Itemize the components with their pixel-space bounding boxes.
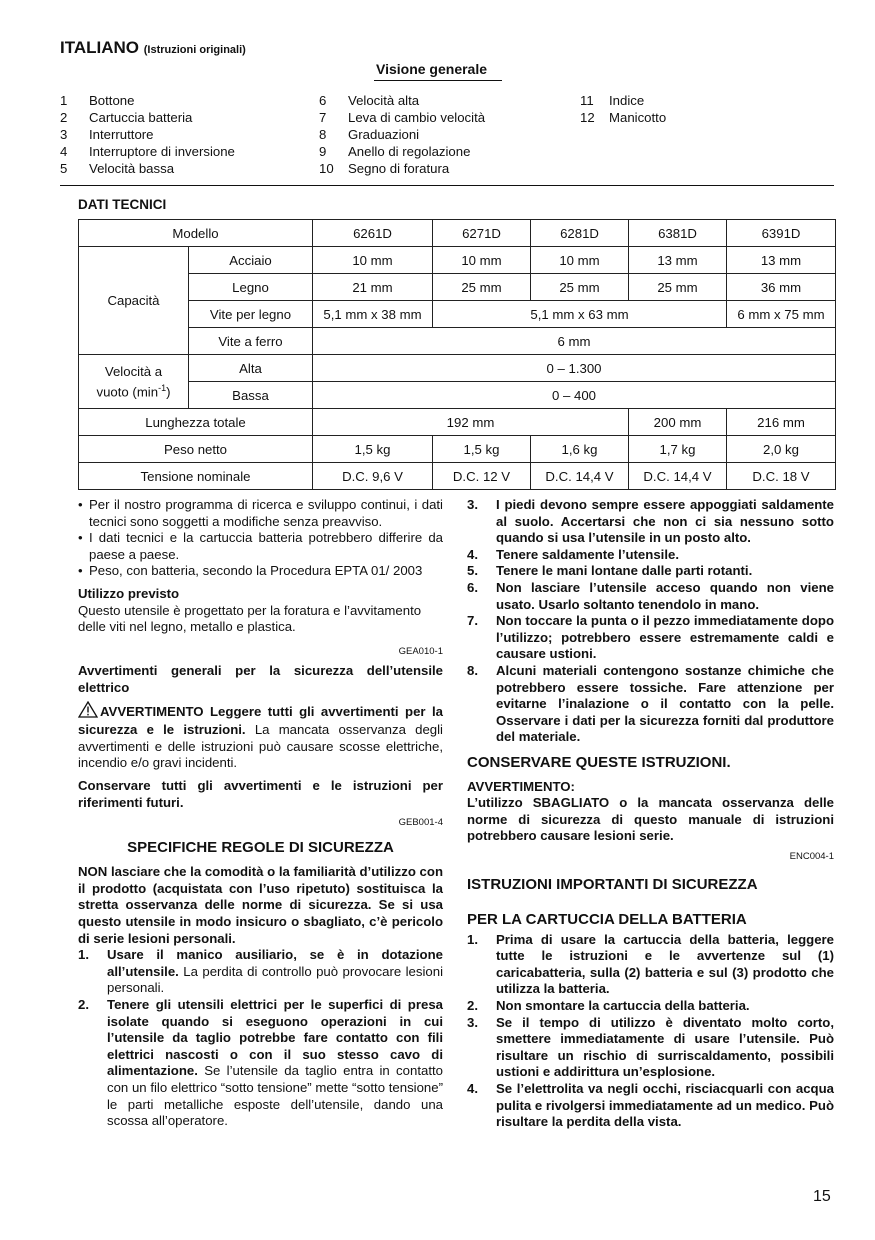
language-label: ITALIANO [60, 38, 140, 57]
list-item: 10 Segno di foratura [319, 160, 450, 176]
parts-list-col1 [60, 93, 235, 178]
specs-table [78, 219, 836, 490]
right-column [467, 497, 834, 1131]
list-item: 3. I piedi devono sempre essere appoggiati saldamente al suolo. Accertarsi che non ci sia nessuno sotto quando si usa l’utensile in un posto alto. [467, 497, 834, 546]
list-item: 2. Tenere gli utensili elettrici per le superfici di presa isolate quando si eseguono operazioni in cui l’utensile da taglio potrebbe fare contatto con fili elettrici nascosti o con il suo stesso cavo di alimentazione. Se l’utensile da taglio entra in contatto con un filo elettrico “sotto tensione” mette “sotto tensione” le parti metalliche esposte dell’utensile, dando una scossa all’operatore. [78, 997, 443, 1129]
table-row: Vite per legno 5,1 mm x 38 mm 5,1 mm x 63 mm 6 mm x 75 mm [79, 301, 836, 328]
table-row: Tensione nominale D.C. 9,6 V D.C. 12 V D.C. 14,4 V D.C. 14,4 V D.C. 18 V [79, 463, 836, 490]
keep-instructions-title: CONSERVARE QUESTE ISTRUZIONI. [467, 753, 731, 771]
warning-paragraph: AVVERTIMENTO Leggere tutti gli avvertimenti per la sicurezza e le istruzioni. La mancata osservanza degli avvertimenti e delle istruzioni può causare scosse elettriche, incendio e/o gravi incidenti. [78, 701, 443, 772]
list-item: 9 Anello di regolazione [319, 143, 471, 159]
parts-list-col3 [580, 93, 666, 127]
speed-label: Velocità a vuoto $(\min^{-1})$ [79, 355, 189, 409]
list-item: 3. Se il tempo di utilizzo è diventato molto corto, smettere immediatamente di usare l’utensile. Può risultare un rischio di surriscaldamento, possibili ustioni e addirittura un’esplosione. [467, 1014, 834, 1080]
intro-warning: NON lasciare che la comodità o la familiarità d’utilizzo con il prodotto (acquistata con l’uso ripetuto) sostituisca la stretta osservanza delle norme di sicurezza. Se si usa questo utensile in modo insicuro o sbagliato, c’è pericolo di serie lesioni personali. [78, 864, 443, 946]
table-row: Peso netto 1,5 kg 1,5 kg 1,6 kg 1,7 kg 2,0 kg [79, 436, 836, 463]
list-item: • Per il nostro programma di ricerca e sviluppo continui, i dati tecnici sono soggetti a modifiche senza preavviso. [78, 497, 443, 529]
list-item: 4. Se l’elettrolita va negli occhi, risciacquarli con acqua pulita e rivolgersi immediatamente ad un medico. Può risultare la perdita della vista. [467, 1081, 834, 1130]
important-instructions-title: ISTRUZIONI IMPORTANTI DI SICUREZZA [467, 876, 758, 894]
table-row: Bassa 0 – 400 [79, 382, 836, 409]
list-item: 6. Non lasciare l’utensile acceso quando non viene usato. Usarlo soltanto tenendolo in mano. [467, 579, 834, 612]
list-item: 12 Manicotto [580, 109, 667, 125]
list-item: 8. Alcuni materiali contengono sostanze chimiche che potrebbero essere tossiche. Fare attenzione per evitarne l’inalazione o il contatto con la pelle. Osservare i dati per la sicurezza forniti dal produttore del materiale. [467, 662, 834, 745]
list-item: 1. Prima di usare la cartuccia della batteria, leggere tutte le istruzioni e le avvertenze sul (1) caricabatteria, sulla (2) batteria e sul (3) prodotto che utilizza la batteria. [467, 931, 834, 997]
table-row: Capacità Acciaio 10 mm 10 mm 10 mm 13 mm 13 mm [79, 247, 836, 274]
list-item: 6 Velocità alta [319, 93, 420, 108]
keep-warnings-text: Conservare tutti gli avvertimenti e le istruzioni per riferimenti futuri. [78, 777, 443, 810]
warning-title: AVVERTIMENTO: [467, 778, 575, 794]
list-item: 1 Bottone [60, 93, 135, 108]
doc-code: ENC004-1 [789, 850, 834, 862]
list-item: • I dati tecnici e la cartuccia batteria potrebbero differire da paese a paese. [78, 530, 443, 562]
list-item: 2. Non smontare la cartuccia della batteria. [467, 998, 750, 1014]
left-column [78, 497, 443, 1130]
battery-title: PER LA CARTUCCIA DELLA BATTERIA [467, 911, 747, 929]
list-item: 11 Indice [580, 93, 645, 108]
list-item: 7. Non toccare la punta o il pezzo immediatamente dopo l’utilizzo; potrebbero essere estremamente caldi e causare ustioni. [467, 613, 834, 662]
warning-triangle-icon [78, 701, 98, 723]
overview-title: Visione generale [376, 61, 488, 77]
list-item: 3 Interruttore [60, 126, 154, 142]
doc-code: GEA010-1 [398, 645, 443, 657]
language-title [60, 38, 246, 58]
intended-use-title: Utilizzo previsto [78, 585, 180, 601]
general-warnings-title: Avvertimenti generali per la sicurezza dell’utensile elettrico [78, 663, 443, 695]
list-item: 7 Leva di cambio velocità [319, 109, 486, 125]
section-divider [60, 185, 834, 186]
list-item: • Peso, con batteria, secondo la Procedura EPTA 01/ 2003 [78, 563, 423, 579]
doc-code: GEB001-4 [398, 817, 443, 829]
table-row: Velocità a vuoto $(\min^{-1})$ Alta 0 – 1.300 [79, 355, 836, 382]
list-item: 5 Velocità bassa [60, 160, 175, 176]
overview-underline [374, 80, 502, 81]
intended-use-text: Questo utensile è progettato per la foratura e l’avvitamento delle viti nel legno, metallo e plastica. [78, 602, 422, 635]
table-row: Legno 21 mm 25 mm 25 mm 25 mm 36 mm [79, 274, 836, 301]
language-note: (Istruzioni originali) [143, 44, 246, 56]
list-item: 2 Cartuccia batteria [60, 109, 193, 125]
table-row: Modello 6261D 6271D 6281D 6381D 6391D [79, 220, 836, 247]
list-item: 8 Graduazioni [319, 126, 420, 142]
specific-rules-title: SPECIFICHE REGOLE DI SICUREZZA [127, 838, 394, 856]
list-item: 4 Interruptore di inversione [60, 143, 235, 159]
table-row: Lunghezza totale 192 mm 200 mm 216 mm [79, 409, 836, 436]
list-item: 1. Usare il manico ausiliario, se è in dotazione all’utensile. La perdita di controllo può provocare lesioni personali. [78, 947, 443, 996]
list-item: 5. Tenere le mani lontane dalle parti rotanti. [467, 563, 753, 579]
table-row: Vite a ferro 6 mm [79, 328, 836, 355]
specs-title: DATI TECNICI [78, 197, 167, 212]
warning-text: L’utilizzo SBAGLIATO o la mancata osservanza delle norme di sicurezza di questo manuale di istruzioni potrebbero causare lesioni serie. [467, 795, 834, 844]
page-number: 15 [813, 1188, 831, 1205]
list-item: 4. Tenere saldamente l’utensile. [467, 546, 679, 562]
parts-list-col2 [319, 93, 485, 178]
